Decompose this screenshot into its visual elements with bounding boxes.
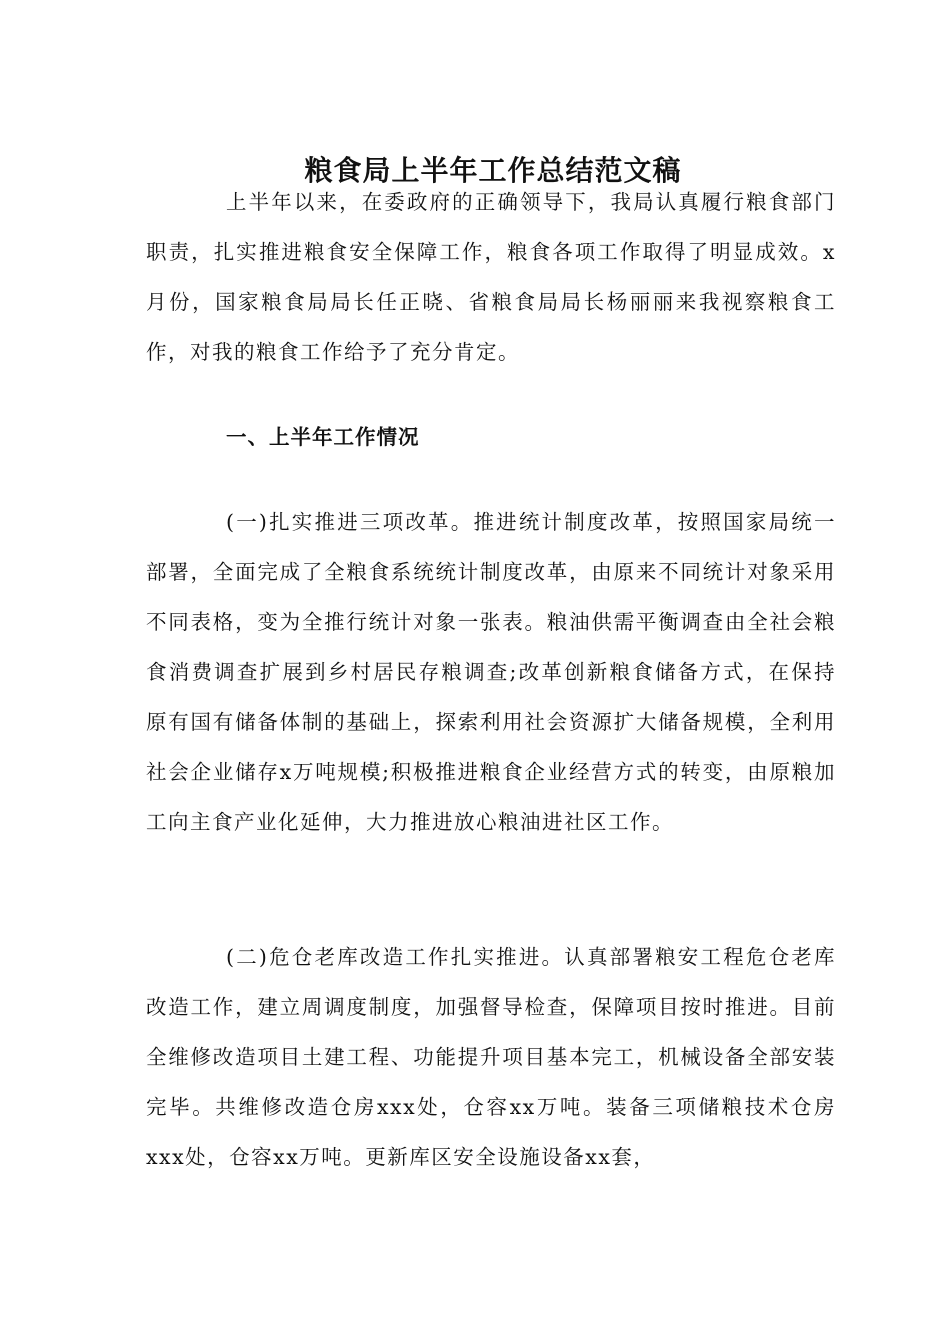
intro-paragraph: 上半年以来，在委政府的正确领导下，我局认真履行粮食部门职责，扎实推进粮食安全保障工作，粮食各项工作取得了明显成效。x月份，国家粮食局局长任正晓、省粮食局局长杨丽丽来我视察粮食工作，对我的粮食工作给予了充分肯定。 <box>146 190 836 364</box>
item-1-paragraph: (一)扎实推进三项改革。推进统计制度改革，按照国家局统一部署，全面完成了全粮食系统统计制度改革，由原来不同统计对象采用不同表格，变为全推行统计对象一张表。粮油供需平衡调查由全社会粮食消费调查扩展到乡村居民存粮调查;改革创新粮食储备方式，在保持原有国有储备体制的基础上，探索利用社会资源扩大储备规模，全利用社会企业储存x万吨规模;积极推进粮食企业经营方式的转变，由原粮加工向主食产业化延伸，大力推进放心粮油进社区工作。 <box>146 510 836 834</box>
document-title: 粮食局上半年工作总结范文稿 <box>304 153 682 187</box>
section-heading: 一、上半年工作情况 <box>226 425 420 449</box>
item-2-paragraph: (二)危仓老库改造工作扎实推进。认真部署粮安工程危仓老库改造工作，建立周调度制度，加强督导检查，保障项目按时推进。目前全维修改造项目土建工程、功能提升项目基本完工，机械设备全部安装完毕。共维修改造仓房xxx处，仓容xx万吨。装备三项储粮技术仓房xxx处，仓容xx万吨。更新库区安全设施设备xx套， <box>146 945 836 1169</box>
